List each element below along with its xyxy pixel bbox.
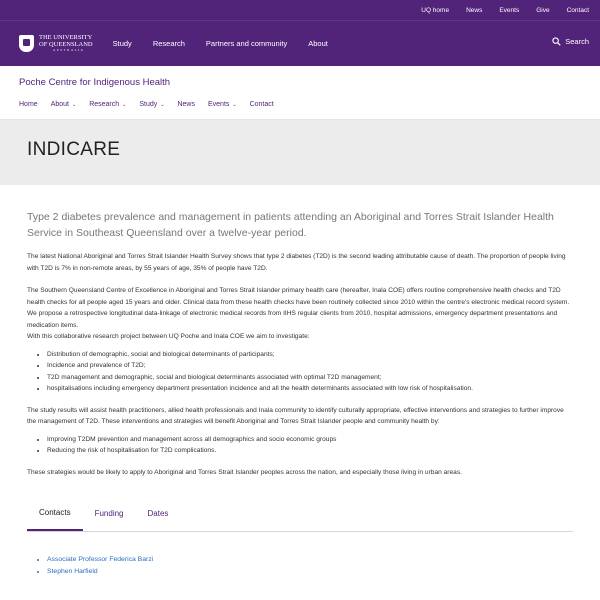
- benefits-list: [47, 434, 573, 457]
- chevron-down-icon: ⌄: [122, 101, 127, 108]
- paragraph-1: The latest National Aboriginal and Torres Strait Islander Health Survey shows that type 2 diabetes (T2D) is the second leading attributable cause of death. The proportion of people living with T2D is 7% in non-remote areas, by 55 years of age, 35% of people have T2D.: [27, 253, 566, 272]
- nav-partners-and-community[interactable]: Partners and community: [205, 39, 288, 48]
- section-nav-about[interactable]: About ⌄: [50, 101, 77, 108]
- search-button[interactable]: [552, 37, 589, 46]
- section-nav-contact[interactable]: Contact: [249, 101, 274, 108]
- paragraph-5: These strategies would be likely to apply to Aboriginal and Torres Strait Islander peoples across the nation, and especially those living in urban areas.: [27, 468, 462, 476]
- tab-contacts[interactable]: Contacts: [27, 496, 83, 531]
- search-label: Search: [565, 37, 589, 46]
- tab-dates[interactable]: Dates: [147, 509, 169, 518]
- logo-line-1: THE UNIVERSITY: [39, 34, 93, 41]
- list-item: • Distribution of demographic, social and biological determinants of participants;: [47, 349, 573, 361]
- contact-link[interactable]: • Associate Professor Federica Barzi: [47, 554, 573, 566]
- list-item: • Incidence and prevalence of T2D;: [47, 360, 573, 372]
- section-nav-research[interactable]: Research ⌄: [89, 101, 127, 108]
- tab-funding[interactable]: Funding: [94, 509, 124, 518]
- uq-logo[interactable]: [19, 35, 93, 52]
- section-title[interactable]: Poche Centre for Indigenous Health: [19, 77, 171, 88]
- section-nav-home[interactable]: Home: [19, 101, 38, 108]
- tab-bar: [27, 496, 573, 532]
- utility-link-events[interactable]: Events: [499, 6, 520, 14]
- lead-paragraph: Type 2 diabetes prevalence and management in patients attending an Aboriginal and Torres Strait Islander Health Service in Southeast Queensland over a twelve-year period.: [27, 211, 554, 239]
- list-item: • hospitalisations including emergency department presentation incidence and all the health determinants associated with low risk of hospitalisation.: [47, 383, 573, 395]
- utility-bar: [0, 0, 600, 20]
- main-content: [0, 185, 600, 478]
- utility-link-uq-home[interactable]: UQ home: [421, 6, 450, 14]
- list-item: • T2D management and demographic, social and biological determinants associated with optimal T2D management;: [47, 372, 573, 384]
- page-title: INDICARE: [27, 139, 121, 160]
- search-icon: [552, 37, 561, 46]
- chevron-down-icon: ⌄: [160, 101, 165, 108]
- nav-about[interactable]: About: [308, 39, 328, 48]
- logo-line-3: AUSTRALIA: [53, 48, 85, 52]
- chevron-down-icon: ⌄: [232, 101, 237, 108]
- logo-line-2: OF QUEENSLAND: [39, 40, 93, 48]
- contact-link[interactable]: • Stephen Harfield: [47, 566, 573, 578]
- section-nav-news[interactable]: News: [177, 101, 195, 108]
- contacts-list: [47, 554, 573, 578]
- utility-link-give[interactable]: Give: [536, 6, 550, 14]
- section-nav: [19, 101, 581, 108]
- main-navigation: [0, 20, 600, 66]
- utility-link-contact[interactable]: Contact: [566, 6, 589, 14]
- aims-list: [47, 349, 573, 395]
- page-hero: [0, 120, 600, 185]
- section-nav-study[interactable]: Study ⌄: [139, 101, 165, 108]
- section-header: [0, 66, 600, 120]
- chevron-down-icon: ⌄: [71, 101, 77, 108]
- section-nav-events[interactable]: Events ⌄: [207, 101, 237, 108]
- crest-icon: [19, 35, 34, 52]
- paragraph-4: The study results will assist health practitioners, allied health professionals and Inala community to identify culturally appropriate, effective interventions and strategies to further improve the management of T2D. These interventions and strategies will benefit Aboriginal and Torres Strait Islander people and community health by:: [27, 406, 564, 425]
- nav-study[interactable]: Study: [112, 39, 132, 48]
- nav-research[interactable]: Research: [152, 39, 185, 48]
- list-item: • Improving T2DM prevention and management across all demographics and socio economic groups: [47, 434, 573, 446]
- list-item: • Reducing the risk of hospitalisation for T2D complications.: [47, 445, 573, 457]
- paragraph-2: The Southern Queensland Centre of Excellence in Aboriginal and Torres Strait Islander primary health care (hereafter, Inala COE) offers routine comprehensive health checks and T2D health checks for all people aged 15 years and older. Clinical data from these health checks have been routinely collected since 2010 within the centre's electronic medical record system. We propose a retrospective longitudinal data-linkage of electronic medical records from IIHS regular clients from 2010, hospital admissions, emergency department presentations and medication items.: [27, 287, 570, 329]
- utility-link-news[interactable]: News: [466, 6, 483, 14]
- paragraph-3: With this collaborative research project between UQ Poche and Inala COE we aim to investigate:: [27, 333, 310, 340]
